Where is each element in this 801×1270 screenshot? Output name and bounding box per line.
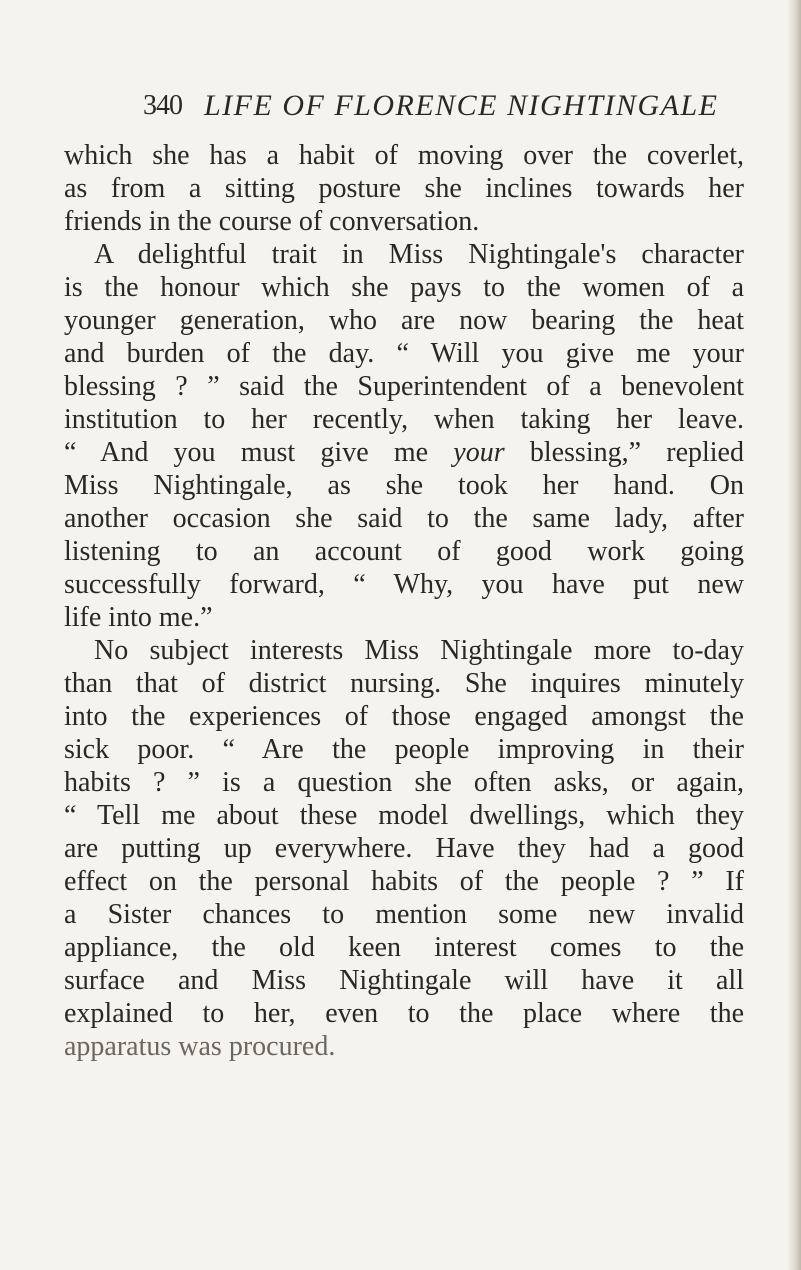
text-line: sick poor. “ Are the people improving in their [64, 734, 744, 765]
text-line: effect on the personal habits of the people ? ” If [64, 866, 744, 897]
text-line: into the experiences of those engaged amongst the [64, 701, 744, 732]
book-title: LIFE OF FLORENCE NIGHTINGALE [204, 89, 719, 122]
text-line: are putting up everywhere. Have they had a good [64, 833, 744, 864]
text-line: “ And you must give me your blessing,” replied [64, 437, 744, 468]
text-line: younger generation, who are now bearing the heat [64, 305, 744, 336]
text-line: a Sister chances to mention some new invalid [64, 899, 744, 930]
text-line: friends in the course of conversation. [64, 206, 480, 237]
text-line: No subject interests Miss Nightingale more to-day [94, 635, 744, 666]
text-line: appliance, the old keen interest comes to the [64, 932, 744, 963]
text-line: apparatus was procured. [64, 1031, 336, 1062]
text-line: “ Tell me about these model dwellings, which they [64, 800, 744, 831]
text-line: than that of district nursing. She inquires minutely [64, 668, 744, 699]
page-edge-shadow [787, 0, 801, 1270]
page-number: 340 [143, 90, 182, 121]
running-head [143, 88, 743, 124]
text-line: successfully forward, “ Why, you have put new [64, 569, 744, 600]
text-line: listening to an account of good work going [64, 536, 744, 567]
text-line: and burden of the day. “ Will you give me your [64, 338, 744, 369]
text-line: blessing ? ” said the Superintendent of a benevolent [64, 371, 744, 402]
text-line: is the honour which she pays to the women of a [64, 272, 744, 303]
text-line: habits ? ” is a question she often asks, or again, [64, 767, 744, 798]
text-line: explained to her, even to the place where the [64, 998, 744, 1029]
text-line: another occasion she said to the same lady, after [64, 503, 744, 534]
text-line: life into me.” [64, 602, 213, 633]
text-line: institution to her recently, when taking her leave. [64, 404, 744, 435]
text-line: surface and Miss Nightingale will have it all [64, 965, 744, 996]
text-line: which she has a habit of moving over the coverlet, [64, 140, 744, 171]
text-line: A delightful trait in Miss Nightingale's character [94, 239, 744, 270]
text-line: as from a sitting posture she inclines towards her [64, 173, 744, 204]
text-line: Miss Nightingale, as she took her hand. On [64, 470, 744, 501]
